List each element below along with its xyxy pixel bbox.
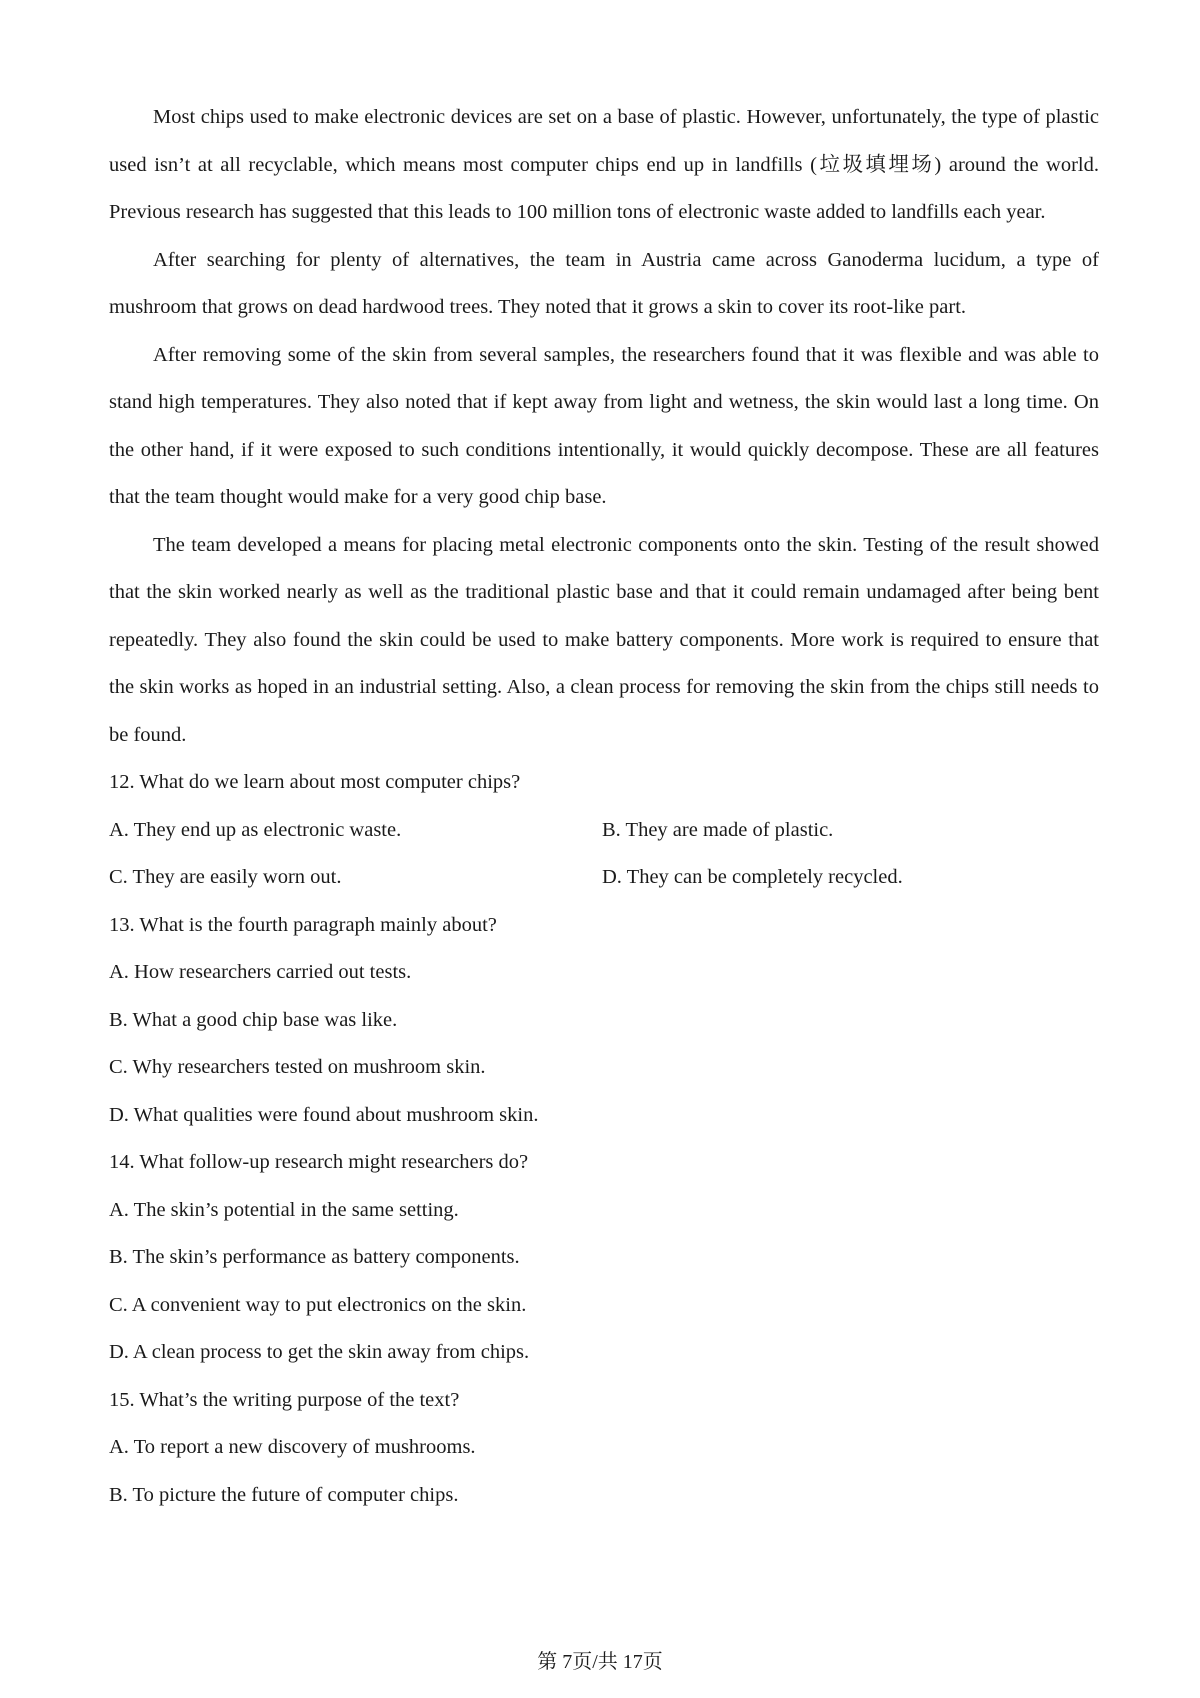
question-14 xyxy=(109,1139,1099,1377)
document-page xyxy=(109,94,1099,1519)
question-12-option-b: B. They are made of plastic. xyxy=(602,818,834,841)
question-12 xyxy=(109,759,1099,902)
question-14-option-b: B. The skin’s performance as battery components. xyxy=(109,1246,520,1268)
question-12-options-row-1 xyxy=(109,807,1099,855)
passage-paragraph-4: The team developed a means for placing metal electronic components onto the skin. Testing of the result showed that the skin worked nearly as well as the traditional plastic base and that it could remain undamaged after being bent repeatedly. They also found the skin could be used to make battery components. More work is required to ensure that the skin works as hoped in an industrial setting. Also, a clean process for removing the skin from the chips still needs to be found. xyxy=(109,533,1099,746)
question-15-stem: 15. What’s the writing purpose of the text? xyxy=(109,1388,460,1411)
question-13-option-d: D. What qualities were found about mushroom skin. xyxy=(109,1103,539,1126)
question-15-option-b: B. To picture the future of computer chips. xyxy=(109,1483,459,1506)
question-14-stem: 14. What follow-up research might researchers do? xyxy=(109,1151,529,1173)
question-12-option-c: C. They are easily worn out. xyxy=(109,866,342,888)
question-14-option-d: D. A clean process to get the skin away from chips. xyxy=(109,1341,530,1363)
question-14-option-c: C. A convenient way to put electronics on the skin. xyxy=(109,1293,527,1316)
question-12-stem: 12. What do we learn about most computer chips? xyxy=(109,771,521,793)
question-13 xyxy=(109,902,1099,1140)
question-13-option-c: C. Why researchers tested on mushroom skin. xyxy=(109,1056,486,1078)
question-13-option-a: A. How researchers carried out tests. xyxy=(109,961,412,983)
passage-paragraph-2: After searching for plenty of alternatives, the team in Austria came across Ganoderma lucidum, a type of mushroom that grows on dead hardwood trees. They noted that it grows a skin to cover its root-like part. xyxy=(109,248,1099,318)
question-15-option-a: A. To report a new discovery of mushrooms. xyxy=(109,1436,476,1458)
question-12-option-d: D. They can be completely recycled. xyxy=(602,866,903,888)
question-13-stem: 13. What is the fourth paragraph mainly about? xyxy=(109,913,497,936)
question-15 xyxy=(109,1377,1099,1520)
question-12-option-a: A. They end up as electronic waste. xyxy=(109,818,402,841)
reading-passage xyxy=(109,94,1099,759)
question-13-option-b: B. What a good chip base was like. xyxy=(109,1008,398,1031)
passage-paragraph-1: Most chips used to make electronic devices are set on a base of plastic. However, unfortunately, the type of plastic used isn’t at all recyclable, which means most computer chips end up in landfills (垃圾填埋场) around the world. Previous research has suggested that this leads to 100 million tons of electronic waste added to landfills each year. xyxy=(109,106,1099,223)
page-number-footer: 第 7页/共 17页 xyxy=(537,1651,663,1673)
question-14-option-a: A. The skin’s potential in the same setting. xyxy=(109,1198,459,1221)
question-12-options-row-2 xyxy=(109,854,1099,902)
passage-paragraph-3: After removing some of the skin from several samples, the researchers found that it was flexible and was able to stand high temperatures. They also noted that if kept away from light and wetness, the skin would last a long time. On the other hand, if it were exposed to such conditions intentionally, it would quickly decompose. These are all features that the team thought would make for a very good chip base. xyxy=(109,343,1099,508)
